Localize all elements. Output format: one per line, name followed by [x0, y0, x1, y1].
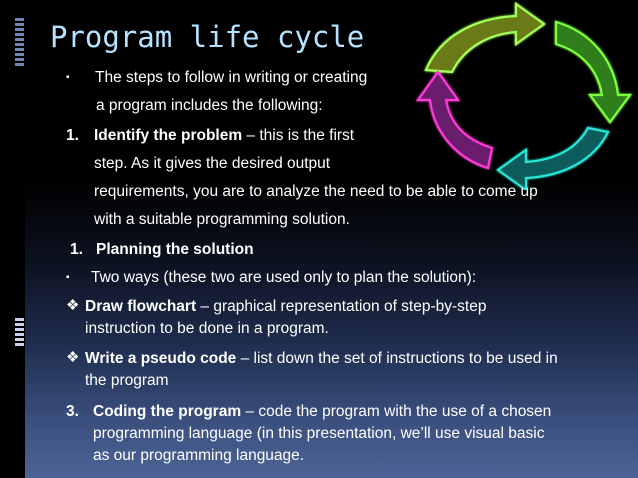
item1-line-3: requirements, you are to analyze the need to be able to come up — [94, 183, 538, 200]
square-bullet-icon: ▪ — [66, 272, 70, 283]
item1-line-4: with a suitable programming solution. — [94, 211, 350, 228]
item1-heading: Identify the problem — [94, 127, 243, 144]
flowchart-line-1 — [85, 297, 486, 317]
square-bullet-icon: ▪ — [66, 72, 70, 83]
pseudo-rest: – list down the set of instructions to be used in — [236, 350, 558, 367]
item2-number: 1. — [70, 241, 83, 258]
flowchart-rest: – graphical representation of step-by-step — [196, 298, 487, 315]
flowchart-line-2: instruction to be done in a program. — [85, 320, 329, 337]
pseudo-line-1 — [85, 349, 558, 369]
decorative-bars-bottom — [15, 318, 24, 348]
left-accent-bar — [0, 0, 25, 478]
item3-line-2: programming language (in this presentation, we’ll use visual basic — [93, 425, 545, 442]
item1-heading-line — [94, 126, 354, 146]
item3-heading: Coding the program — [93, 403, 242, 420]
sub-line: Two ways (these two are used only to plan the solution): — [91, 269, 477, 286]
slide-title: Program life cycle — [50, 20, 365, 54]
item1-number: 1. — [66, 127, 79, 144]
item3-number: 3. — [66, 403, 79, 420]
flowchart-heading: Draw flowchart — [85, 298, 197, 315]
item3-line-1 — [93, 402, 551, 422]
cycle-arrows-graphic — [396, 0, 638, 190]
intro-line-2: a program includes the following: — [96, 97, 323, 114]
pseudo-heading: Write a pseudo code — [85, 350, 237, 367]
item1-heading-rest: – this is the first — [242, 127, 355, 144]
item2-heading: Planning the solution — [96, 241, 254, 258]
intro-line-1: The steps to follow in writing or creating — [95, 69, 368, 86]
pseudo-line-2: the program — [85, 372, 169, 389]
diamond-bullet-icon: ❖ — [66, 349, 80, 366]
item3-line-3: as our programming language. — [93, 447, 305, 464]
item1-line-2: step. As it gives the desired output — [94, 155, 331, 172]
diamond-bullet-icon: ❖ — [66, 297, 80, 314]
decorative-bars-top — [15, 18, 24, 68]
item3-rest: – code the program with the use of a chosen — [241, 403, 552, 420]
